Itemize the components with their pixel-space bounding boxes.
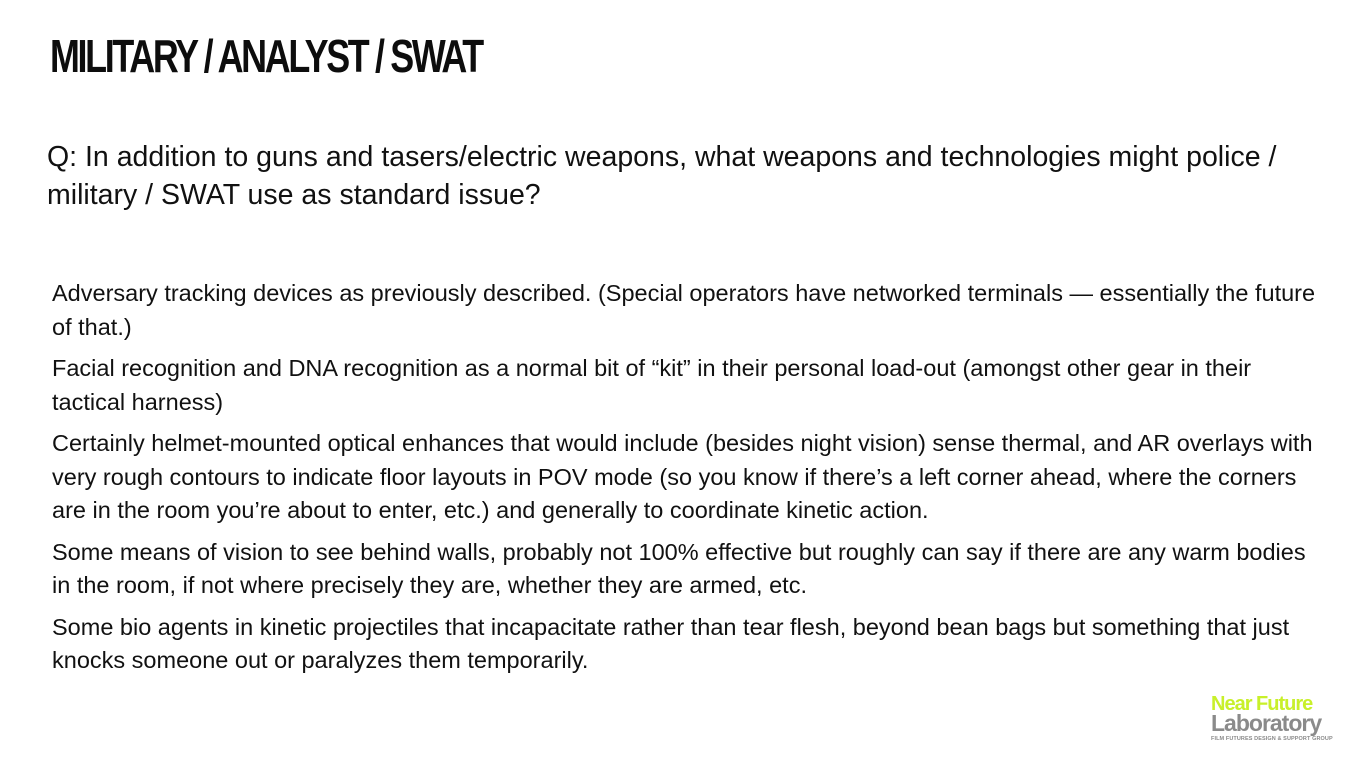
- question-text: Q: In addition to guns and tasers/electric weapons, what weapons and technologies might police / military / SWAT use as standard issue?: [47, 141, 1277, 211]
- logo-line-laboratory: Laboratory: [1211, 710, 1322, 736]
- answer-item: Certainly helmet-mounted optical enhances that would include (besides night vision) sense thermal, and AR overlays with very rough contours to indicate floor layouts in POV mode (so you know if there’s a left corner ahead, where the corners are in the room you’re about to enter, etc.) and generally to coordinate kinetic action.: [52, 430, 1313, 523]
- answer-list: [52, 277, 1317, 686]
- answer-item: Facial recognition and DNA recognition as a normal bit of “kit” in their personal load-out (amongst other gear in their tactical harness): [52, 355, 1252, 415]
- logo-tagline: FILM FUTURES DESIGN & SUPPORT GROUP: [1211, 736, 1333, 742]
- answer-item: Some bio agents in kinetic projectiles that incapacitate rather than tear flesh, beyond bean bags but something that just knocks someone out or paralyzes them temporarily.: [52, 613, 1290, 673]
- answer-item: Adversary tracking devices as previously described. (Special operators have networked terminals — essentially the future of that.): [52, 280, 1316, 340]
- logo-line-near-future: Near Future: [1211, 693, 1313, 715]
- answer-item: Some means of vision to see behind walls, probably not 100% effective but roughly can say if there are any warm bodies in the room, if not where precisely they are, whether they are armed, etc.: [52, 538, 1306, 598]
- near-future-laboratory-logo: [1211, 694, 1341, 746]
- slide-title: MILITARY / ANALYST / SWAT: [50, 30, 482, 82]
